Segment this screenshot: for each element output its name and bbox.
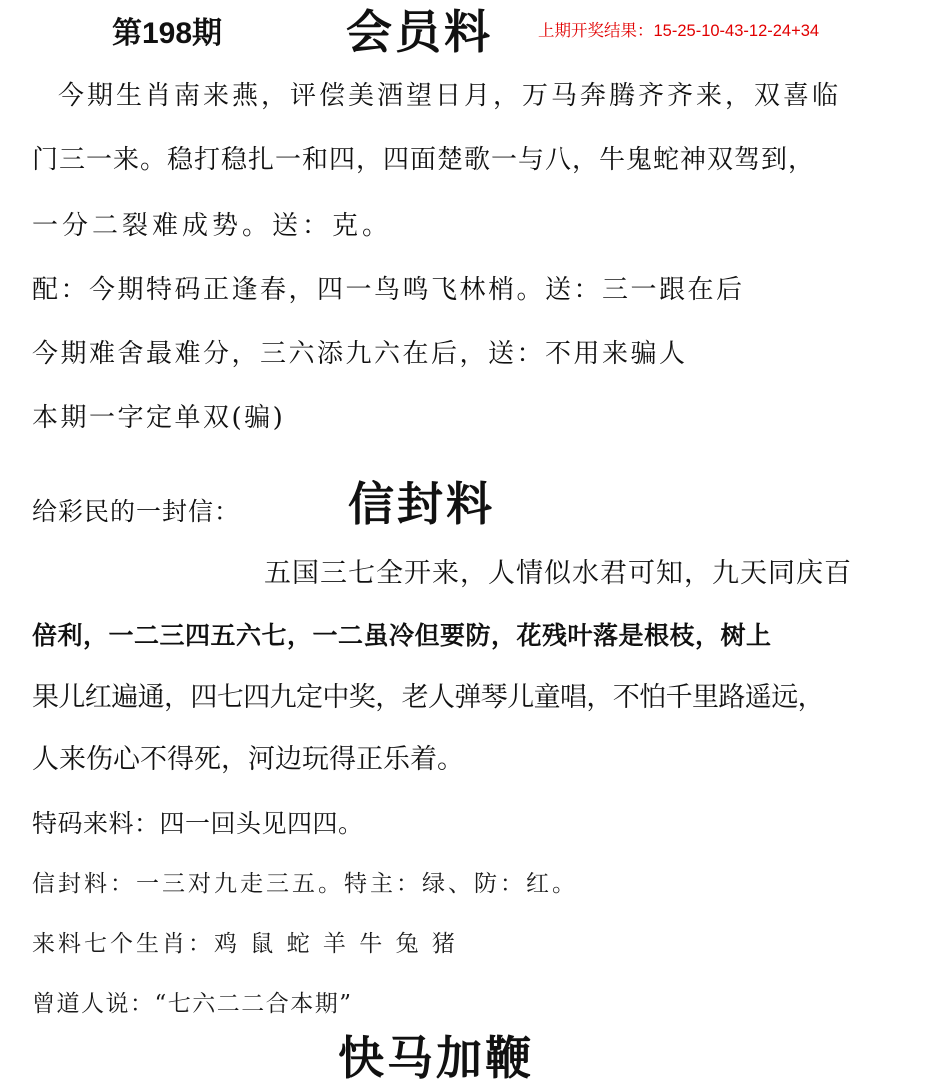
- special-code-line: 特码来料：四一回头见四四。: [32, 809, 364, 838]
- letter-paragraph-line: 果儿红遍通，四七四九定中奖，老人弹琴儿童唱，不怕千里路遥远，: [32, 682, 824, 713]
- previous-result: 上期开奖结果：15-25-10-43-12-24+34: [538, 22, 820, 40]
- envelope-line: 信封料：一三对九走三五。特主：绿、防：红。: [32, 871, 578, 897]
- footer-slogan: 快马加鞭: [338, 1031, 534, 1085]
- member-line: 今期生肖南来燕，评偿美酒望日月，万马奔腾齐齐来，双喜临: [58, 81, 842, 111]
- zodiac-line: 来料七个生肖：鸡 鼠 蛇 羊 牛 兔 猪: [32, 931, 458, 957]
- letter-title: 信封料: [348, 477, 495, 531]
- member-line: 今期难舍最难分，三六添九六在后，送：不用来骗人: [32, 339, 688, 369]
- member-title: 会员料: [346, 5, 493, 59]
- letter-paragraph-line: 五国三七全开来，人情似水君可知，九天同庆百: [264, 558, 852, 589]
- issue-number: 第198期: [112, 17, 223, 50]
- letter-paragraph-line: 倍利，一二三四五六七，一二虽冷但要防，花残叶落是根枝，树上: [32, 621, 772, 650]
- member-line: 本期一字定单双(骗): [32, 403, 286, 433]
- letter-paragraph-line: 人来伤心不得死，河边玩得正乐着。: [32, 744, 464, 775]
- member-line: 配：今期特码正逢春，四一鸟鸣飞林梢。送：三一跟在后: [32, 275, 745, 305]
- letter-intro: 给彩民的一封信：: [32, 497, 241, 526]
- taoist-saying-line: 曾道人说：“七六二二合本期”: [32, 991, 353, 1017]
- member-line: 门三一来。稳打稳扎一和四，四面楚歌一与八，牛鬼蛇神双驾到，: [32, 145, 816, 175]
- member-line: 一分二裂难成势。送：克。: [32, 211, 393, 241]
